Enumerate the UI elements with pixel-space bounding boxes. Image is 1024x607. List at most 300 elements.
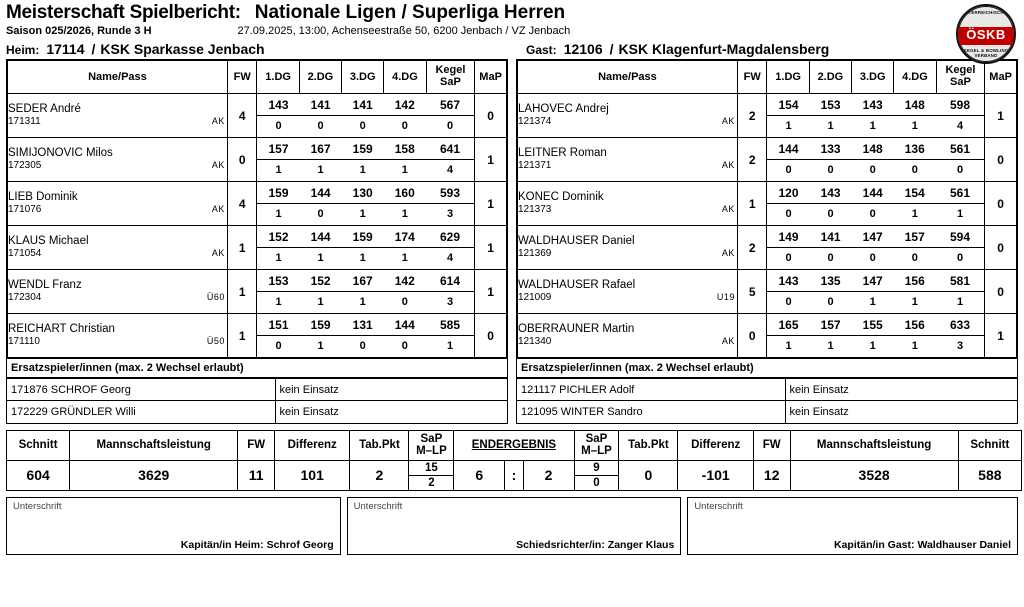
player-name: WALDHAUSER Daniel <box>518 235 635 248</box>
score-dg4: 142 <box>384 95 426 116</box>
val-differenz-right: -101 <box>678 460 753 490</box>
sap-dg1: 0 <box>785 164 792 177</box>
player-scores <box>257 138 475 182</box>
score-dg3: 141 <box>342 95 384 116</box>
col-dg1: 1.DG <box>257 61 299 94</box>
score-dg4: 157 <box>894 227 936 248</box>
col-name-pass: Name/Pass <box>8 61 228 94</box>
player-fw: 0 <box>227 138 257 182</box>
player-subline <box>518 292 737 305</box>
sap-dg2: 1 <box>317 164 324 177</box>
score-dg3: 167 <box>342 271 384 292</box>
score-kegel: 581 <box>936 271 984 292</box>
col-dg2: 2.DG <box>809 61 851 94</box>
home-reserve-rows <box>7 379 507 423</box>
score-row-top <box>257 315 474 336</box>
score-dg1: 153 <box>257 271 299 292</box>
player-scores <box>257 226 475 270</box>
score-dg3: 148 <box>852 139 894 160</box>
score-row-bottom <box>767 160 984 181</box>
player-fw: 2 <box>737 94 767 138</box>
score-row-bottom <box>257 248 474 269</box>
table-row <box>8 270 507 314</box>
sap-total: 0 <box>956 164 964 177</box>
table-row <box>518 226 1017 270</box>
reserve-name: 121117 PICHLER Adolf <box>517 379 785 401</box>
table-row <box>518 314 1017 358</box>
col-dg2: 2.DG <box>299 61 341 94</box>
col-dg1: 1.DG <box>767 61 809 94</box>
sap-dg1: 1 <box>275 296 282 309</box>
player-name-cell <box>8 138 228 182</box>
player-subline <box>518 116 737 129</box>
sap-dg4: 1 <box>911 340 918 353</box>
table-row <box>518 94 1017 138</box>
score-dg2: 153 <box>810 95 852 116</box>
val-result-left: 6 <box>454 460 505 490</box>
sap-dg3: 1 <box>359 208 366 221</box>
col-kegel-line2: SaP <box>950 76 971 88</box>
val-fw-right: 12 <box>753 460 790 490</box>
guest-player-table <box>517 60 1017 358</box>
score-dg1: 143 <box>257 95 299 116</box>
score-dg4: 154 <box>894 183 936 204</box>
val-sap-right <box>574 460 619 490</box>
player-fw: 1 <box>227 314 257 358</box>
sap-dg3: 1 <box>359 296 366 309</box>
val-sap-right-bot: 0 <box>593 476 600 489</box>
score-dg2: 144 <box>300 227 342 248</box>
player-name-cell <box>518 182 738 226</box>
score-kegel: 594 <box>936 227 984 248</box>
score-kegel: 614 <box>426 271 474 292</box>
score-dg1: 151 <box>257 315 299 336</box>
head-sap-right-line1: SaP <box>585 432 608 445</box>
player-pass: 121340 <box>518 336 552 348</box>
signature-label: Unterschrift <box>353 500 403 512</box>
player-subline <box>8 336 227 349</box>
player-map: 0 <box>475 314 507 358</box>
player-category: AK <box>211 116 225 127</box>
sap-dg1: 0 <box>785 208 792 221</box>
sap-dg3: 0 <box>359 340 366 353</box>
player-category: AK <box>721 204 735 215</box>
player-map: 0 <box>985 270 1017 314</box>
score-dg3: 143 <box>852 95 894 116</box>
col-kegel-line1: Kegel <box>945 64 976 77</box>
col-kegel-sap <box>936 61 985 94</box>
score-dg2: 159 <box>300 315 342 336</box>
player-name: WENDL Franz <box>8 279 82 292</box>
guest-card <box>516 59 1018 424</box>
reserve-name: 121095 WINTER Sandro <box>517 401 785 423</box>
score-dg1: 152 <box>257 227 299 248</box>
head-tabpkt-left: Tab.Pkt <box>350 430 409 460</box>
sap-dg3: 0 <box>359 120 366 133</box>
score-kegel: 567 <box>426 95 474 116</box>
sap-total: 1 <box>956 296 964 309</box>
score-row-bottom <box>767 248 984 269</box>
score-dg1: 165 <box>767 315 809 336</box>
player-subline <box>518 336 737 349</box>
player-name-cell <box>8 314 228 358</box>
signature-referee[interactable] <box>347 497 682 555</box>
score-row-bottom <box>767 336 984 357</box>
player-name-cell <box>518 226 738 270</box>
player-scores <box>767 94 985 138</box>
score-dg4: 142 <box>384 271 426 292</box>
val-mannschaft-left: 3629 <box>70 460 238 490</box>
player-fw: 1 <box>737 182 767 226</box>
sap-dg1: 0 <box>785 252 792 265</box>
sap-dg4: 0 <box>911 164 918 177</box>
player-pass: 121009 <box>518 292 552 304</box>
sap-dg1: 1 <box>275 208 282 221</box>
score-row-top <box>767 139 984 160</box>
table-header-row <box>518 61 1017 94</box>
sap-dg3: 0 <box>869 208 876 221</box>
col-map: MaP <box>475 61 507 94</box>
sap-dg4: 1 <box>911 208 918 221</box>
player-category: AK <box>721 116 735 127</box>
player-category: AK <box>721 160 735 171</box>
score-dg4: 156 <box>894 271 936 292</box>
home-separator: / <box>91 41 96 57</box>
oeskb-logo <box>956 4 1016 64</box>
sap-dg1: 1 <box>275 252 282 265</box>
score-row-top <box>257 95 474 116</box>
home-player-table <box>7 60 507 358</box>
score-row-top <box>257 183 474 204</box>
score-row-top <box>767 227 984 248</box>
signature-footer <box>516 539 674 551</box>
home-name: KSK Sparkasse Jenbach <box>100 41 265 57</box>
score-row-bottom <box>767 292 984 313</box>
score-row-top <box>767 271 984 292</box>
head-mannschaft-left: Mannschaftsleistung <box>70 430 238 460</box>
signature-label: Unterschrift <box>694 500 743 512</box>
val-schnitt-left: 604 <box>7 460 70 490</box>
head-endergebnis: ENDERGEBNIS <box>454 430 574 460</box>
score-dg3: 147 <box>852 227 894 248</box>
score-dg4: 144 <box>384 315 426 336</box>
sap-dg2: 0 <box>827 296 834 309</box>
player-name: REICHART Christian <box>8 323 115 336</box>
val-sap-left <box>409 460 454 490</box>
sap-total: 4 <box>446 164 454 177</box>
sap-dg2: 0 <box>317 208 324 221</box>
score-kegel: 585 <box>426 315 474 336</box>
player-fw: 1 <box>227 270 257 314</box>
table-row <box>8 182 507 226</box>
col-dg3: 3.DG <box>852 61 894 94</box>
player-scores <box>767 270 985 314</box>
player-map: 1 <box>475 226 507 270</box>
player-fw: 1 <box>227 226 257 270</box>
sap-dg4: 1 <box>401 252 408 265</box>
player-pass: 171311 <box>8 116 41 128</box>
sap-dg4: 0 <box>401 340 408 353</box>
sap-dg4: 1 <box>911 296 918 309</box>
player-name: LIEB Dominik <box>8 191 78 204</box>
score-dg2: 167 <box>300 139 342 160</box>
teams-line <box>2 37 1022 59</box>
player-category: AK <box>211 248 225 259</box>
player-fw: 5 <box>737 270 767 314</box>
score-dg1: 149 <box>767 227 809 248</box>
reserve-name: 172229 GRÜNDLER Willi <box>7 401 275 423</box>
table-row <box>517 401 1017 423</box>
player-name-cell <box>518 270 738 314</box>
signature-role: Kapitän/in Gast: <box>834 538 915 551</box>
head-sap-left-line1: SaP <box>420 432 443 445</box>
val-tabpkt-left: 2 <box>350 460 409 490</box>
summary-header-row <box>7 430 1022 460</box>
col-kegel-line1: Kegel <box>435 64 466 77</box>
table-row <box>518 182 1017 226</box>
score-row-top <box>767 95 984 116</box>
head-fw-left: FW <box>238 430 275 460</box>
player-map: 0 <box>985 138 1017 182</box>
player-pass: 171076 <box>8 204 42 216</box>
player-map: 0 <box>985 182 1017 226</box>
player-fw: 0 <box>737 314 767 358</box>
player-scores <box>767 182 985 226</box>
table-row <box>8 314 507 358</box>
signature-label: Unterschrift <box>13 500 62 512</box>
head-sap-right <box>574 430 619 460</box>
player-subline <box>8 116 227 129</box>
sap-dg4: 0 <box>401 296 408 309</box>
player-category: Ü50 <box>206 336 225 347</box>
home-label: Heim: <box>6 43 40 57</box>
score-row-top <box>767 315 984 336</box>
logo-text: ÖSKB <box>966 26 1006 42</box>
guest-team-line <box>512 41 1018 57</box>
logo-arc-bottom: KEGEL & BOWLING VERBAND <box>963 48 1009 58</box>
sap-total: 4 <box>956 120 964 133</box>
sap-total: 0 <box>446 120 454 133</box>
sap-total: 3 <box>446 208 454 221</box>
table-row <box>8 226 507 270</box>
player-subline <box>8 292 227 305</box>
report-header <box>2 0 1022 24</box>
head-schnitt-right: Schnitt <box>958 430 1021 460</box>
score-kegel: 633 <box>936 315 984 336</box>
signature-guest[interactable] <box>687 497 1018 555</box>
player-pass: 172305 <box>8 160 42 172</box>
table-header-row <box>8 61 507 94</box>
col-dg4: 4.DG <box>894 61 936 94</box>
player-pass: 121369 <box>518 248 552 260</box>
player-pass: 121374 <box>518 116 552 128</box>
val-differenz-left: 101 <box>274 460 349 490</box>
home-team-line <box>6 41 512 57</box>
player-category: AK <box>211 204 225 215</box>
signature-footer <box>834 539 1011 551</box>
guest-reserve-rows <box>517 379 1017 423</box>
head-sap-left-line2: M–LP <box>416 445 447 457</box>
sap-dg2: 1 <box>827 340 834 353</box>
player-name: SIMIJONOVIC Milos <box>8 147 113 160</box>
sap-dg4: 0 <box>401 120 408 133</box>
summary-value-row <box>7 460 1022 490</box>
player-pass: 172304 <box>8 292 42 304</box>
player-subline <box>518 160 737 173</box>
head-sap-left <box>409 430 454 460</box>
player-scores <box>767 226 985 270</box>
col-dg4: 4.DG <box>384 61 426 94</box>
sap-total: 1 <box>446 340 454 353</box>
head-fw-right: FW <box>753 430 790 460</box>
reserve-name: 171876 SCHROF Georg <box>7 379 275 401</box>
player-map: 1 <box>475 270 507 314</box>
guest-label: Gast: <box>526 43 557 57</box>
player-subline <box>8 204 227 217</box>
sap-dg2: 1 <box>827 120 834 133</box>
sap-total: 4 <box>446 252 454 265</box>
report-subheader <box>2 24 1022 37</box>
sap-dg2: 1 <box>317 340 324 353</box>
logo-arc-top: ÖSTERREICHISCHER <box>961 10 1011 15</box>
score-row-top <box>767 183 984 204</box>
sap-dg4: 1 <box>401 208 408 221</box>
player-name-cell <box>8 94 228 138</box>
player-fw: 2 <box>737 138 767 182</box>
table-row <box>7 379 507 401</box>
score-dg4: 174 <box>384 227 426 248</box>
sap-total: 3 <box>956 340 964 353</box>
player-scores <box>767 138 985 182</box>
home-player-rows <box>8 94 507 358</box>
sap-dg1: 1 <box>785 340 792 353</box>
score-row-bottom <box>257 292 474 313</box>
player-scores <box>257 270 475 314</box>
score-dg1: 120 <box>767 183 809 204</box>
player-map: 1 <box>985 314 1017 358</box>
sap-total: 0 <box>956 252 964 265</box>
head-differenz-left: Differenz <box>274 430 349 460</box>
sap-total: 1 <box>956 208 964 221</box>
head-tabpkt-right: Tab.Pkt <box>619 430 678 460</box>
page-title: Meisterschaft Spielbericht: <box>6 2 241 23</box>
player-subline <box>518 204 737 217</box>
guest-player-rows <box>518 94 1017 358</box>
score-dg4: 136 <box>894 139 936 160</box>
score-row-top <box>257 227 474 248</box>
player-name-cell <box>518 314 738 358</box>
sap-dg2: 0 <box>317 120 324 133</box>
score-row-bottom <box>257 116 474 137</box>
score-dg3: 155 <box>852 315 894 336</box>
table-row <box>7 401 507 423</box>
guest-number: 12106 <box>563 41 603 57</box>
score-dg2: 152 <box>300 271 342 292</box>
score-dg3: 131 <box>342 315 384 336</box>
score-dg3: 147 <box>852 271 894 292</box>
score-dg2: 144 <box>300 183 342 204</box>
player-map: 1 <box>475 138 507 182</box>
val-sap-left-bot: 2 <box>428 476 435 489</box>
sap-dg4: 1 <box>401 164 408 177</box>
score-dg2: 157 <box>810 315 852 336</box>
col-fw: FW <box>737 61 767 94</box>
sap-dg3: 1 <box>869 296 876 309</box>
table-row <box>517 379 1017 401</box>
signature-person: Zanger Klaus <box>607 538 675 551</box>
signature-role: Schiedsrichter/in: <box>516 538 605 551</box>
guest-reserves-table <box>517 378 1017 423</box>
player-name: LEITNER Roman <box>518 147 607 160</box>
score-dg3: 144 <box>852 183 894 204</box>
score-row-bottom <box>767 116 984 137</box>
score-row-bottom <box>767 204 984 225</box>
player-name: SEDER André <box>8 103 81 116</box>
summary-section <box>2 424 1022 491</box>
guest-name: KSK Klagenfurt-Magdalensberg <box>618 41 830 57</box>
score-dg2: 135 <box>810 271 852 292</box>
player-scores <box>767 314 985 358</box>
col-kegel-line2: SaP <box>440 76 461 88</box>
score-dg2: 141 <box>810 227 852 248</box>
sap-dg1: 0 <box>275 340 282 353</box>
score-dg1: 157 <box>257 139 299 160</box>
score-dg3: 159 <box>342 139 384 160</box>
player-scores <box>257 94 475 138</box>
score-kegel: 561 <box>936 139 984 160</box>
player-name-cell <box>8 182 228 226</box>
player-pass: 121371 <box>518 160 552 172</box>
player-category: AK <box>721 248 735 259</box>
col-dg3: 3.DG <box>342 61 384 94</box>
sap-dg3: 1 <box>869 120 876 133</box>
player-scores <box>257 314 475 358</box>
player-map: 0 <box>475 94 507 138</box>
guest-separator: / <box>609 41 614 57</box>
sap-dg3: 1 <box>869 340 876 353</box>
reserve-note: kein Einsatz <box>785 379 1017 401</box>
player-name-cell <box>8 270 228 314</box>
sap-dg1: 1 <box>275 164 282 177</box>
score-dg3: 130 <box>342 183 384 204</box>
sap-dg2: 0 <box>827 252 834 265</box>
player-pass: 121373 <box>518 204 552 216</box>
sap-dg2: 1 <box>317 252 324 265</box>
score-kegel: 641 <box>426 139 474 160</box>
team-cards <box>2 59 1022 424</box>
sap-total: 3 <box>446 296 454 309</box>
signature-section <box>2 491 1022 555</box>
player-scores <box>257 182 475 226</box>
signature-home[interactable] <box>6 497 341 555</box>
guest-reserves-title: Ersatzspieler/innen (max. 2 Wechsel erlaubt) <box>517 358 1017 378</box>
score-dg1: 154 <box>767 95 809 116</box>
player-subline <box>8 248 227 261</box>
sap-dg3: 0 <box>869 252 876 265</box>
signature-footer <box>181 539 334 551</box>
player-map: 1 <box>475 182 507 226</box>
score-kegel: 629 <box>426 227 474 248</box>
score-dg4: 160 <box>384 183 426 204</box>
score-kegel: 598 <box>936 95 984 116</box>
score-dg4: 158 <box>384 139 426 160</box>
home-number: 17114 <box>46 41 85 57</box>
table-row <box>8 138 507 182</box>
sap-dg2: 0 <box>827 208 834 221</box>
player-fw: 4 <box>227 94 257 138</box>
col-name-pass: Name/Pass <box>518 61 738 94</box>
sap-dg4: 1 <box>911 120 918 133</box>
